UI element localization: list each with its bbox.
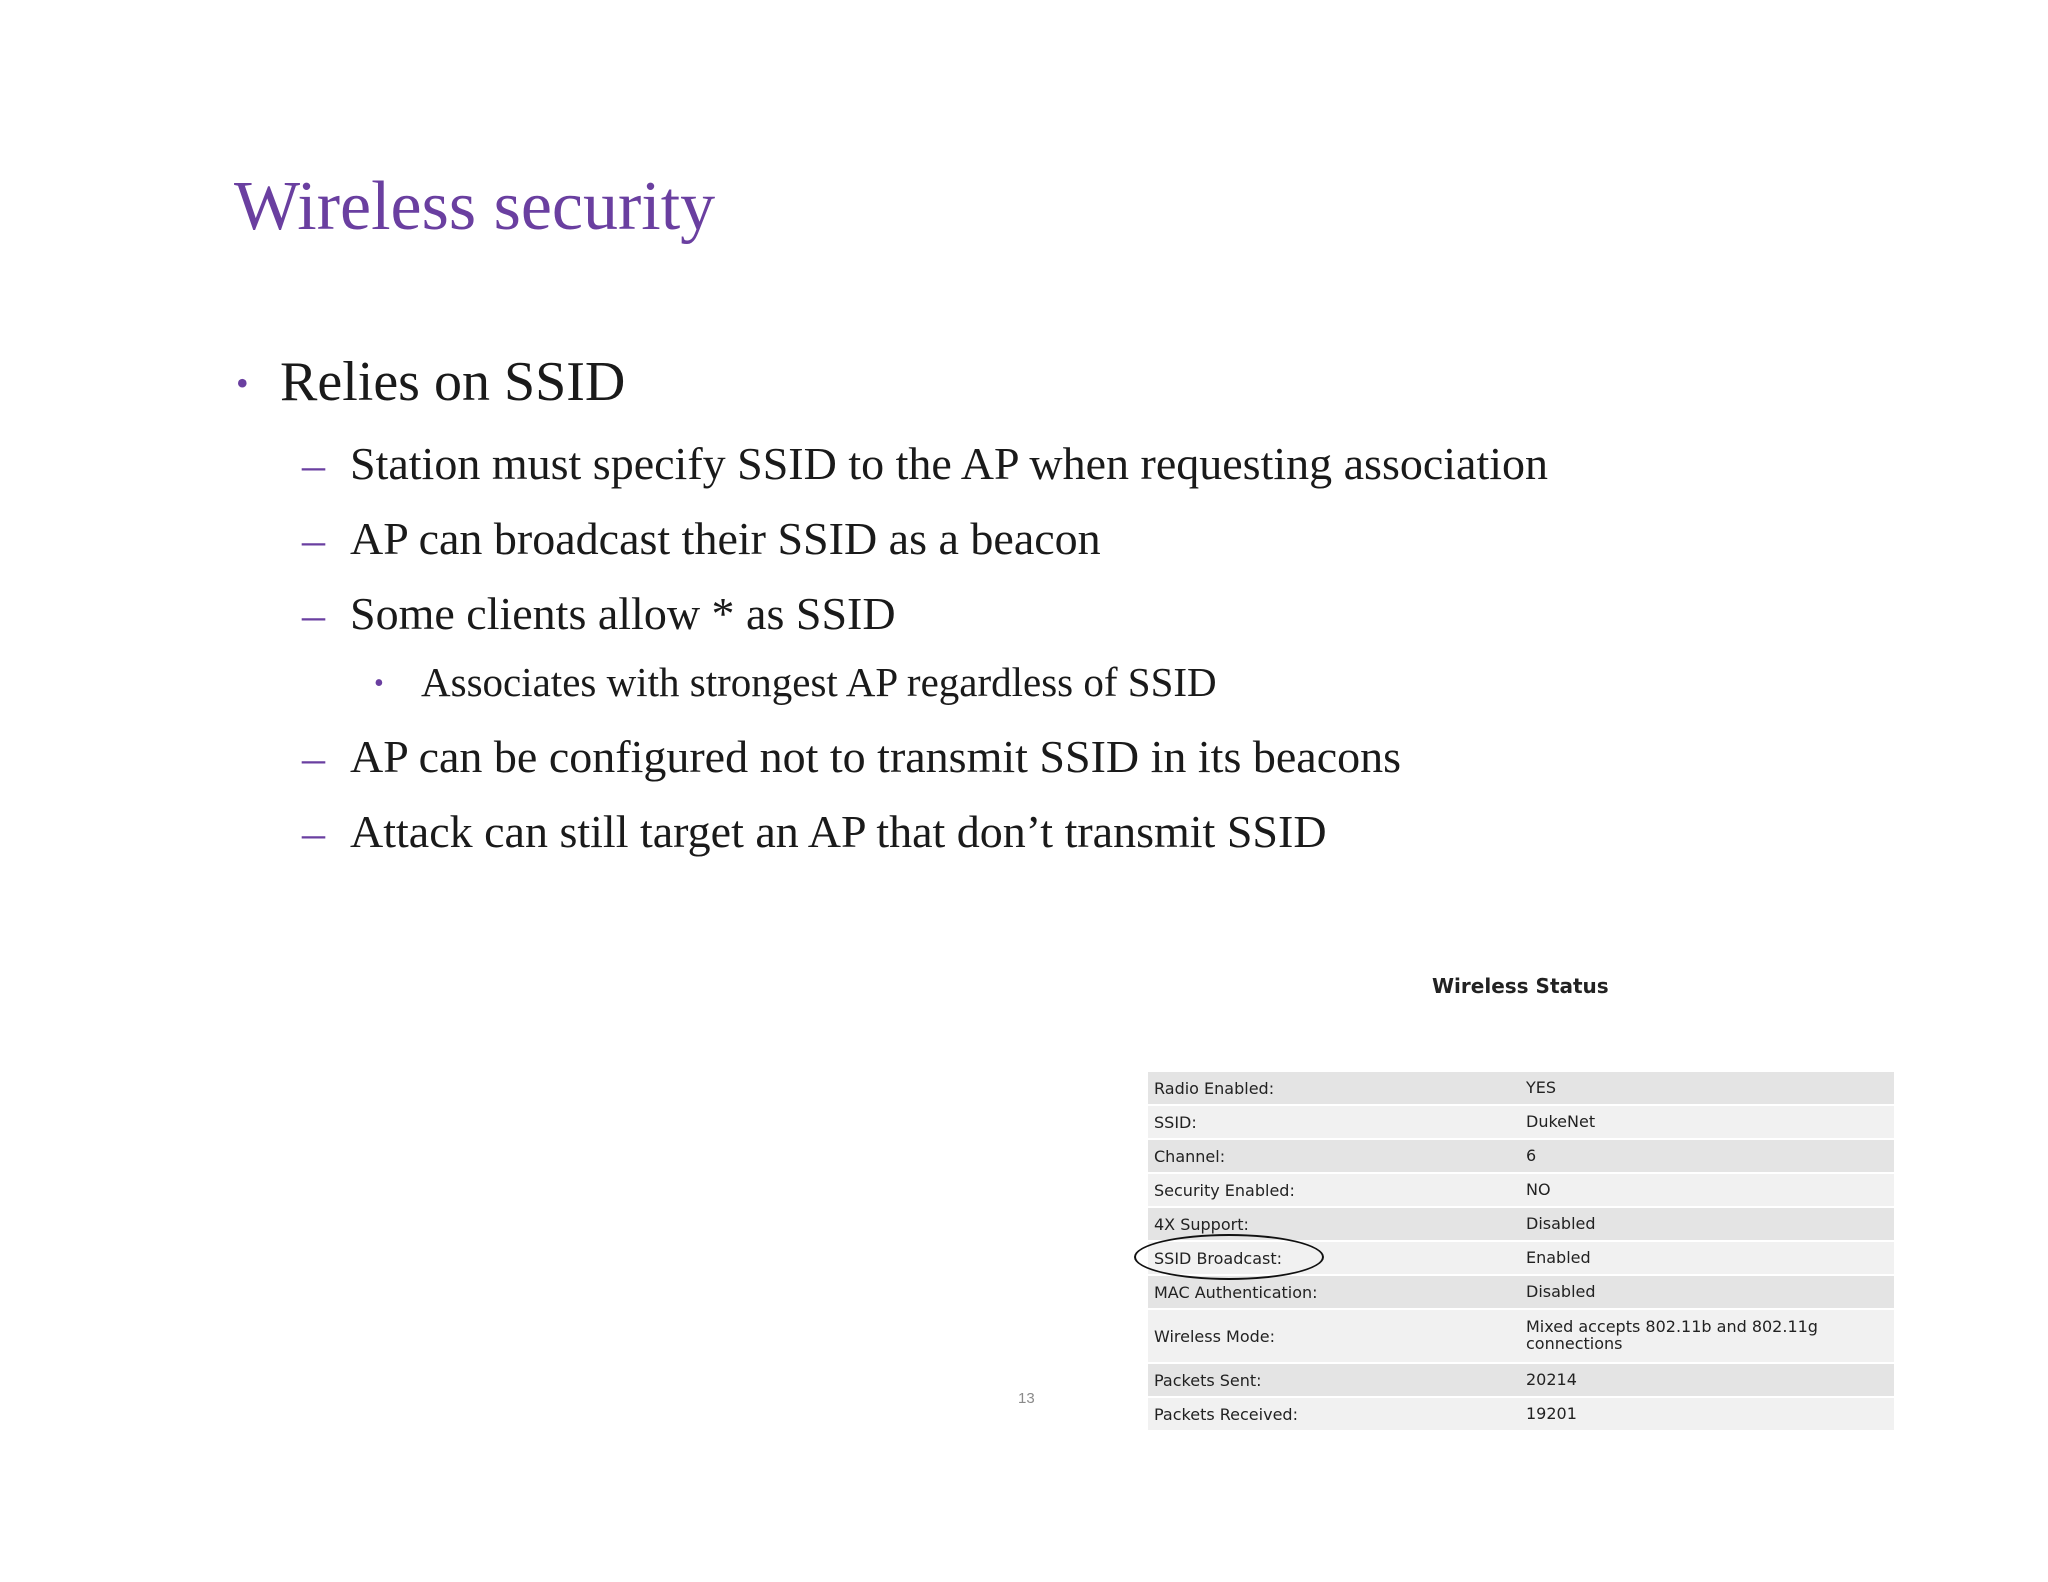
row-value: 20214 <box>1520 1364 1894 1396</box>
table-row <box>1148 1276 1894 1308</box>
table-row <box>1148 1174 1894 1206</box>
table-row <box>1148 1140 1894 1172</box>
wireless-status-table <box>1148 1070 1894 1432</box>
row-label: MAC Authentication: <box>1148 1276 1520 1308</box>
sub-bullet-not-transmit: AP can be configured not to transmit SSID in its beacons <box>350 731 1402 782</box>
table-row <box>1148 1242 1894 1274</box>
sub-bullet-wildcard-ssid: Some clients allow * as SSID <box>350 588 896 639</box>
sub-sub-bullet-strongest-ap: Associates with strongest AP regardless of SSID <box>421 659 1217 705</box>
table-row <box>1148 1072 1894 1104</box>
row-label: Radio Enabled: <box>1148 1072 1520 1104</box>
table-row <box>1148 1364 1894 1396</box>
page-number: 13 <box>1018 1390 1035 1407</box>
row-label: Wireless Mode: <box>1148 1310 1520 1362</box>
row-label: 4X Support: <box>1148 1208 1520 1240</box>
row-value: Enabled <box>1520 1242 1894 1274</box>
table-row <box>1148 1398 1894 1430</box>
sub-bullet-station-must-specify: Station must specify SSID to the AP when requesting association <box>350 438 1549 489</box>
dash-marker: – <box>302 732 325 783</box>
row-value: Disabled <box>1520 1276 1894 1308</box>
sub-sub-bullet-marker: • <box>374 668 384 699</box>
row-label: Security Enabled: <box>1148 1174 1520 1206</box>
row-label: Packets Received: <box>1148 1398 1520 1430</box>
bullet-marker: • <box>236 363 249 403</box>
dash-marker: – <box>302 514 325 565</box>
dash-marker: – <box>302 807 325 858</box>
wireless-status-title: Wireless Status <box>1432 974 1609 998</box>
table-row <box>1148 1208 1894 1240</box>
row-value: YES <box>1520 1072 1894 1104</box>
row-value: 6 <box>1520 1140 1894 1172</box>
row-label: SSID: <box>1148 1106 1520 1138</box>
row-value: Mixed accepts 802.11b and 802.11g connections <box>1520 1310 1894 1362</box>
bullet-relies-on-ssid: Relies on SSID <box>280 351 626 413</box>
row-value: NO <box>1520 1174 1894 1206</box>
slide-title: Wireless security <box>234 168 716 245</box>
table-row <box>1148 1310 1894 1362</box>
row-label-ssid-broadcast: SSID Broadcast: <box>1148 1242 1520 1274</box>
dash-marker: – <box>302 439 325 490</box>
row-label: Channel: <box>1148 1140 1520 1172</box>
row-value: DukeNet <box>1520 1106 1894 1138</box>
row-value: Disabled <box>1520 1208 1894 1240</box>
row-value: 19201 <box>1520 1398 1894 1430</box>
dash-marker: – <box>302 589 325 640</box>
row-label: Packets Sent: <box>1148 1364 1520 1396</box>
sub-bullet-ap-broadcast: AP can broadcast their SSID as a beacon <box>350 513 1101 564</box>
table-row <box>1148 1106 1894 1138</box>
sub-bullet-attack-target: Attack can still target an AP that don’t transmit SSID <box>350 806 1327 857</box>
